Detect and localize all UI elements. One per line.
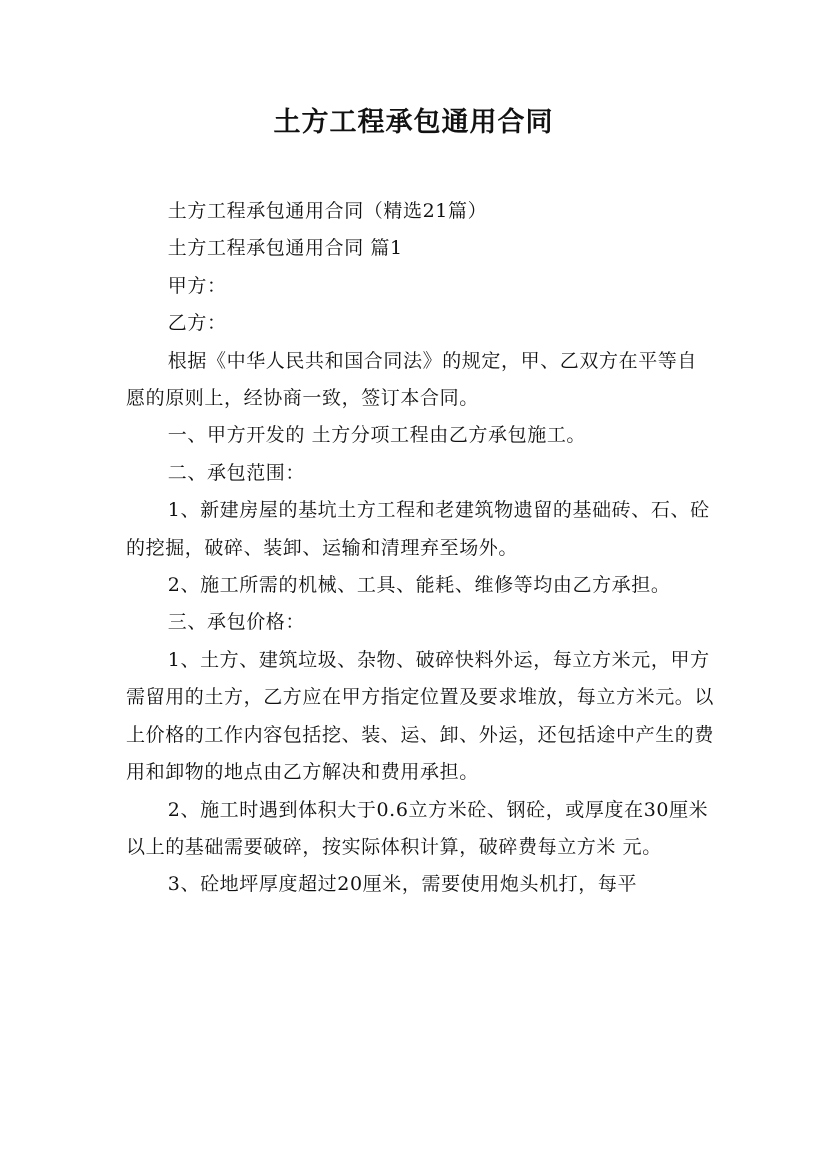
paragraph-price-item-1: 1、土方、建筑垃圾、杂物、破碎快料外运，每立方米元，甲方需留用的土方，乙方应在甲方指定位置及要求堆放，每立方米元。以上价格的工作内容包括挖、装、运、卸、外运，还包括途中产生的费用和卸物的地点由乙方解决和费用承担。: [126, 648, 715, 784]
paragraph-scope-item-2: 2、施工所需的机械、工具、能耗、维修等均由乙方承担。: [167, 574, 671, 597]
paragraph-section-heading: 土方工程承包通用合同 篇1: [167, 237, 403, 260]
document-body: [126, 193, 716, 904]
paragraph-subtitle: 土方工程承包通用合同（精选21篇）: [167, 200, 488, 222]
document-title: 土方工程承包通用合同: [273, 107, 554, 138]
paragraph-clause-1: 一、甲方开发的 土方分项工程由乙方承包施工。: [167, 424, 587, 447]
paragraph-price-item-3: 3、砼地坪厚度超过20厘米，需要使用炮头机打，每平: [167, 873, 638, 896]
paragraph-party-a: 甲方：: [167, 274, 227, 297]
paragraph-party-b: 乙方：: [167, 312, 227, 335]
paragraph-price-heading: 三、承包价格：: [167, 611, 305, 634]
paragraph-scope-heading: 二、承包范围：: [167, 461, 305, 484]
paragraph-price-item-2: 2、施工时遇到体积大于0.6立方米砼、钢砼，或厚度在30厘米以上的基础需要破碎，按实际体积计算，破碎费每立方米 元。: [126, 798, 709, 858]
paragraph-preamble: 根据《中华人民共和国合同法》的规定，甲、乙双方在平等自愿的原则上，经协商一致，签订本合同。: [126, 349, 697, 410]
paragraph-scope-item-1: 1、新建房屋的基坑土方工程和老建筑物遗留的基础砖、石、砼的挖掘，破碎、装卸、运输和清理弃至场外。: [126, 499, 710, 559]
